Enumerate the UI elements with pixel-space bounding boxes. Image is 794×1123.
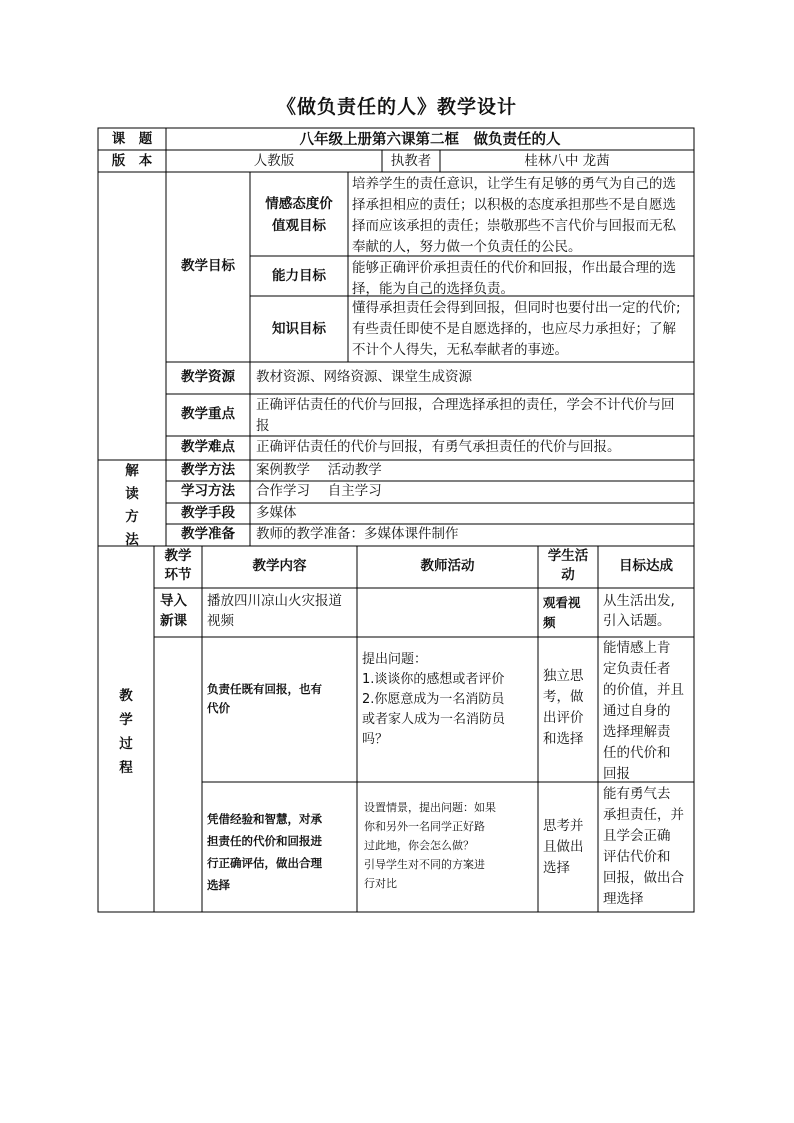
text-line: 负责任既有回报，也有 — [207, 682, 322, 696]
method-label: 教学方法 — [181, 462, 235, 478]
process-row-stage — [160, 591, 200, 631]
text-line: 行对比 — [364, 877, 397, 890]
text-line: 引导学生对不同的方案进 — [364, 858, 485, 871]
text-line: 回报，做出合 — [603, 870, 684, 886]
goal-affective-text — [352, 174, 692, 258]
method-label: 教学准备 — [181, 526, 235, 542]
text-line: 环节 — [164, 567, 192, 583]
text-line: 不计个人得失，无私奉献者的事迹。 — [352, 342, 568, 358]
text-line: 能有勇气去 — [603, 786, 671, 802]
col-header-teacher: 教师活动 — [420, 558, 475, 574]
text-line: 提出问题： — [362, 652, 428, 667]
text-line: 能够正确评价承担责任的代价和回报，作出最合理的选 — [352, 260, 676, 276]
text-line: 有些责任即使不是自愿选择的，也应尽力承担好；了解 — [352, 321, 676, 337]
goal-ability-label: 能力目标 — [272, 268, 326, 284]
text-line: 选择理解责 — [603, 724, 671, 740]
text-line: 和选择 — [543, 731, 584, 747]
col-header-goal: 目标达成 — [619, 558, 673, 574]
goals-label: 教学目标 — [181, 258, 235, 274]
text-line: 动 — [561, 567, 575, 583]
text-line: 选择 — [207, 878, 230, 892]
difficulty-label: 教学难点 — [181, 439, 235, 455]
goal-knowledge-label: 知识目标 — [272, 321, 326, 337]
topic-value: 八年级上册第六课第二框 做负责任的人 — [299, 131, 561, 148]
difficulty-value: 正确评估责任的代价与回报，有勇气承担责任的代价与回报。 — [256, 439, 621, 455]
text-line: 能情感上肯 — [603, 640, 671, 656]
text-line: 频 — [543, 615, 556, 630]
vertical-char: 读 — [125, 486, 139, 502]
text-line: 择承担相应的责任；以积极的态度承担那些不是自愿选 — [352, 197, 676, 213]
process-row-student — [543, 666, 597, 750]
text-line: 回报 — [603, 766, 630, 782]
vertical-char: 解 — [125, 463, 139, 479]
process-row-content — [207, 591, 355, 631]
method-value: 案例教学 活动教学 — [256, 462, 382, 478]
keypoint-label: 教学重点 — [181, 406, 235, 422]
process-row-goal — [603, 638, 693, 785]
text-line: 过此地，你会怎么做？ — [364, 839, 474, 852]
vertical-char: 方 — [125, 509, 139, 525]
text-line: 择而应该承担的责任；崇敬那些不言代价与回报而无私 — [352, 218, 676, 234]
text-line: 行正确评估，做出合理 — [207, 856, 322, 870]
text-line: 新课 — [160, 613, 187, 629]
process-section-label — [98, 684, 154, 780]
text-line: 引入话题。 — [603, 613, 671, 629]
text-line: 且做出 — [543, 839, 584, 855]
text-line: 且学会正确 — [603, 828, 671, 844]
text-line: 的价值，并且 — [603, 682, 684, 698]
edition-label: 版 本 — [111, 153, 153, 169]
vertical-char: 过 — [119, 736, 133, 752]
text-line: 1.谈谈你的感想或者评价 — [362, 672, 505, 687]
text-line: 考，做 — [543, 689, 584, 705]
text-line: 任的代价和 — [603, 745, 671, 761]
teacher-label: 执教者 — [390, 153, 432, 169]
process-row-goal — [603, 784, 693, 910]
methods-section-label — [98, 460, 166, 552]
text-line: 选择 — [543, 860, 570, 876]
text-line: 出评价 — [543, 710, 584, 726]
text-line: 吗？ — [362, 732, 389, 747]
goal-affective-label — [254, 193, 344, 237]
goal-ability-text — [352, 258, 692, 300]
text-line: 教学 — [164, 548, 192, 564]
text-line: 独立思 — [543, 668, 584, 684]
vertical-char: 程 — [119, 760, 133, 776]
edition-value: 人教版 — [253, 153, 295, 169]
document-title: 《做负责任的人》教学设计 — [276, 96, 517, 118]
vertical-char: 教 — [119, 688, 133, 704]
method-value: 多媒体 — [256, 505, 297, 521]
text-line: 或者家人成为一名消防员 — [362, 712, 506, 727]
text-line: 懂得承担责任会得到回报，但同时也要付出一定的代价; — [352, 300, 681, 316]
text-line: 从生活出发, — [603, 593, 675, 609]
method-label: 学习方法 — [181, 483, 235, 499]
text-line: 播放四川凉山火灾报道 — [207, 593, 342, 609]
text-line: 奉献的人，努力做一个负责任的公民。 — [352, 239, 582, 255]
text-line: 评估代价和 — [603, 849, 671, 865]
process-row-teacher — [364, 798, 536, 893]
text-line: 通过自身的 — [603, 703, 671, 719]
vertical-char: 学 — [119, 712, 133, 728]
process-row-content — [207, 680, 355, 718]
text-line: 正确评估责任的代价与回报，合理选择承担的责任，学会不计代价与回 — [256, 397, 675, 413]
text-line: 视频 — [207, 613, 234, 629]
topic-label: 课 题 — [111, 131, 153, 147]
text-line: 凭借经验和智慧，对承 — [207, 812, 322, 826]
col-header-content: 教学内容 — [252, 558, 307, 574]
resources-value: 教材资源、网络资源、课堂生成资源 — [256, 369, 472, 385]
process-row-teacher — [362, 650, 536, 750]
text-line: 报 — [256, 418, 270, 434]
text-line: 承担责任，并 — [603, 807, 684, 823]
text-line: 培养学生的责任意识，让学生有足够的勇气为自己的选 — [352, 176, 676, 192]
process-row-student — [543, 816, 597, 879]
process-row-student — [543, 593, 597, 633]
text-line: 择，能为自己的选择负责。 — [352, 281, 514, 297]
text-line: 观看视 — [543, 595, 581, 610]
method-value: 合作学习 自主学习 — [256, 483, 382, 499]
text-line: 导入 — [160, 593, 187, 609]
col-header-student — [538, 547, 598, 585]
goal-affective-label-line: 值观目标 — [272, 218, 326, 234]
text-line: 代价 — [207, 701, 230, 715]
text-line: 担责任的代价和回报进 — [207, 834, 322, 848]
text-line: 理选择 — [603, 891, 644, 907]
goal-affective-label-line: 情感态度价 — [265, 196, 333, 212]
process-row-content — [207, 808, 355, 896]
text-line: 思考并 — [543, 818, 584, 834]
method-label: 教学手段 — [181, 505, 235, 521]
text-line: 定负责任者 — [603, 661, 671, 677]
teacher-value: 桂林八中 龙茜 — [524, 153, 610, 169]
text-line: 学生活 — [547, 548, 589, 564]
resources-label: 教学资源 — [181, 369, 235, 385]
goal-knowledge-text — [352, 298, 692, 361]
text-line: 你和另外一名同学正好路 — [364, 820, 485, 833]
vertical-char: 法 — [125, 532, 139, 548]
process-row-goal — [603, 591, 693, 631]
method-value: 教师的教学准备：多媒体课件制作 — [256, 526, 459, 542]
col-header-stage — [154, 547, 202, 585]
text-line: 2.你愿意成为一名消防员 — [362, 692, 505, 707]
text-line: 设置情景，提出问题：如果 — [364, 801, 496, 814]
keypoint-value — [256, 395, 692, 437]
